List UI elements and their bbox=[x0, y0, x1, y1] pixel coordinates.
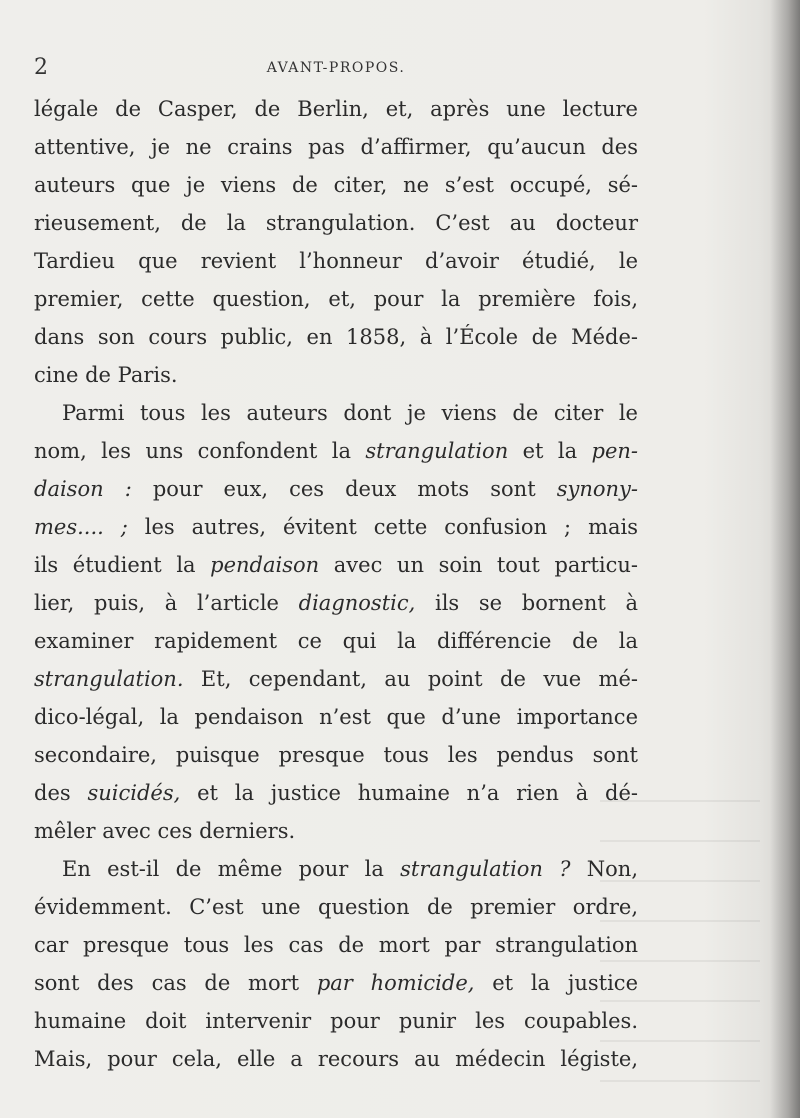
text-line bbox=[34, 774, 638, 812]
line-text: car presque tous les cas de mort par strangulation bbox=[34, 933, 638, 957]
italic-term: strangulation. bbox=[34, 667, 184, 691]
text-line bbox=[34, 356, 638, 394]
line-text: et la bbox=[508, 439, 592, 463]
line-text: Parmi tous les auteurs dont je viens de citer le bbox=[62, 401, 638, 425]
line-text: ils étudient la bbox=[34, 553, 211, 577]
line-text: dico-légal, la pendaison n’est que d’une importance bbox=[34, 705, 638, 729]
text-line bbox=[34, 584, 638, 622]
italic-term: pendaison bbox=[210, 553, 320, 577]
line-text: et la justice bbox=[474, 971, 638, 995]
text-line bbox=[34, 280, 638, 318]
line-text: En est-il de même pour la bbox=[62, 857, 401, 881]
body-text bbox=[34, 90, 638, 1078]
line-text: et la justice humaine n’a rien à dé- bbox=[180, 781, 638, 805]
text-line bbox=[34, 318, 638, 356]
italic-term: strangulation bbox=[365, 439, 509, 463]
line-text: Mais, pour cela, elle a recours au médecin légiste, bbox=[34, 1047, 638, 1071]
line-text: sont des cas de mort bbox=[34, 971, 317, 995]
text-line bbox=[34, 508, 638, 546]
line-text: attentive, je ne crains pas d’affirmer, qu’aucun des bbox=[34, 135, 638, 159]
line-text: Non, bbox=[570, 857, 638, 881]
text-line bbox=[34, 242, 638, 280]
text-line bbox=[34, 698, 638, 736]
page-header bbox=[34, 54, 638, 86]
text-line bbox=[34, 812, 638, 850]
italic-term: diagnostic, bbox=[298, 591, 416, 615]
line-text: examiner rapidement ce qui la différencie de la bbox=[34, 629, 638, 653]
text-line bbox=[34, 204, 638, 242]
text-line bbox=[34, 166, 638, 204]
line-text: avec un soin tout particu- bbox=[319, 553, 638, 577]
line-text: rieusement, de la strangulation. C’est au docteur bbox=[34, 211, 638, 235]
italic-term: mes.... ; bbox=[34, 515, 128, 539]
line-text: Et, cependant, au point de vue mé- bbox=[183, 667, 638, 691]
text-line bbox=[34, 128, 638, 166]
line-text: pour eux, ces deux mots sont bbox=[131, 477, 557, 501]
text-line bbox=[34, 470, 638, 508]
line-text: cine de Paris. bbox=[34, 363, 178, 387]
text-line bbox=[34, 660, 638, 698]
line-text: des bbox=[34, 781, 88, 805]
running-head: AVANT-PROPOS. bbox=[266, 60, 406, 76]
text-line bbox=[34, 432, 638, 470]
text-line bbox=[34, 926, 638, 964]
text-line bbox=[34, 622, 638, 660]
line-text: secondaire, puisque presque tous les pendus sont bbox=[34, 743, 638, 767]
line-text: humaine doit intervenir pour punir les coupables. bbox=[34, 1009, 638, 1033]
text-line bbox=[34, 850, 638, 888]
italic-term: daison : bbox=[34, 477, 132, 501]
line-text: ils se bornent à bbox=[415, 591, 638, 615]
italic-term: synony- bbox=[556, 477, 638, 501]
page-number: 2 bbox=[34, 55, 48, 80]
text-line bbox=[34, 1002, 638, 1040]
line-text: évidemment. C’est une question de premier ordre, bbox=[34, 895, 638, 919]
text-line bbox=[34, 1040, 638, 1078]
line-text: les autres, évitent cette confusion ; mais bbox=[127, 515, 638, 539]
line-text: légale de Casper, de Berlin, et, après une lecture bbox=[34, 97, 638, 121]
line-text: lier, puis, à l’article bbox=[34, 591, 299, 615]
line-text: nom, les uns confondent la bbox=[34, 439, 366, 463]
text-line bbox=[34, 888, 638, 926]
italic-term: par homicide, bbox=[316, 971, 475, 995]
italic-term: suicidés, bbox=[87, 781, 181, 805]
line-text: premier, cette question, et, pour la première fois, bbox=[34, 287, 638, 311]
line-text: mêler avec ces derniers. bbox=[34, 819, 296, 843]
text-line bbox=[34, 964, 638, 1002]
line-text: Tardieu que revient l’honneur d’avoir étudié, le bbox=[34, 249, 638, 273]
text-line bbox=[34, 90, 638, 128]
line-text: auteurs que je viens de citer, ne s’est occupé, sé- bbox=[34, 173, 638, 197]
text-line bbox=[34, 546, 638, 584]
line-text: dans son cours public, en 1858, à l’École de Méde- bbox=[34, 325, 638, 349]
text-line bbox=[34, 736, 638, 774]
italic-term: strangulation ? bbox=[400, 857, 571, 881]
page-spine-shadow bbox=[770, 0, 800, 1118]
text-line bbox=[34, 394, 638, 432]
italic-term: pen- bbox=[591, 439, 638, 463]
